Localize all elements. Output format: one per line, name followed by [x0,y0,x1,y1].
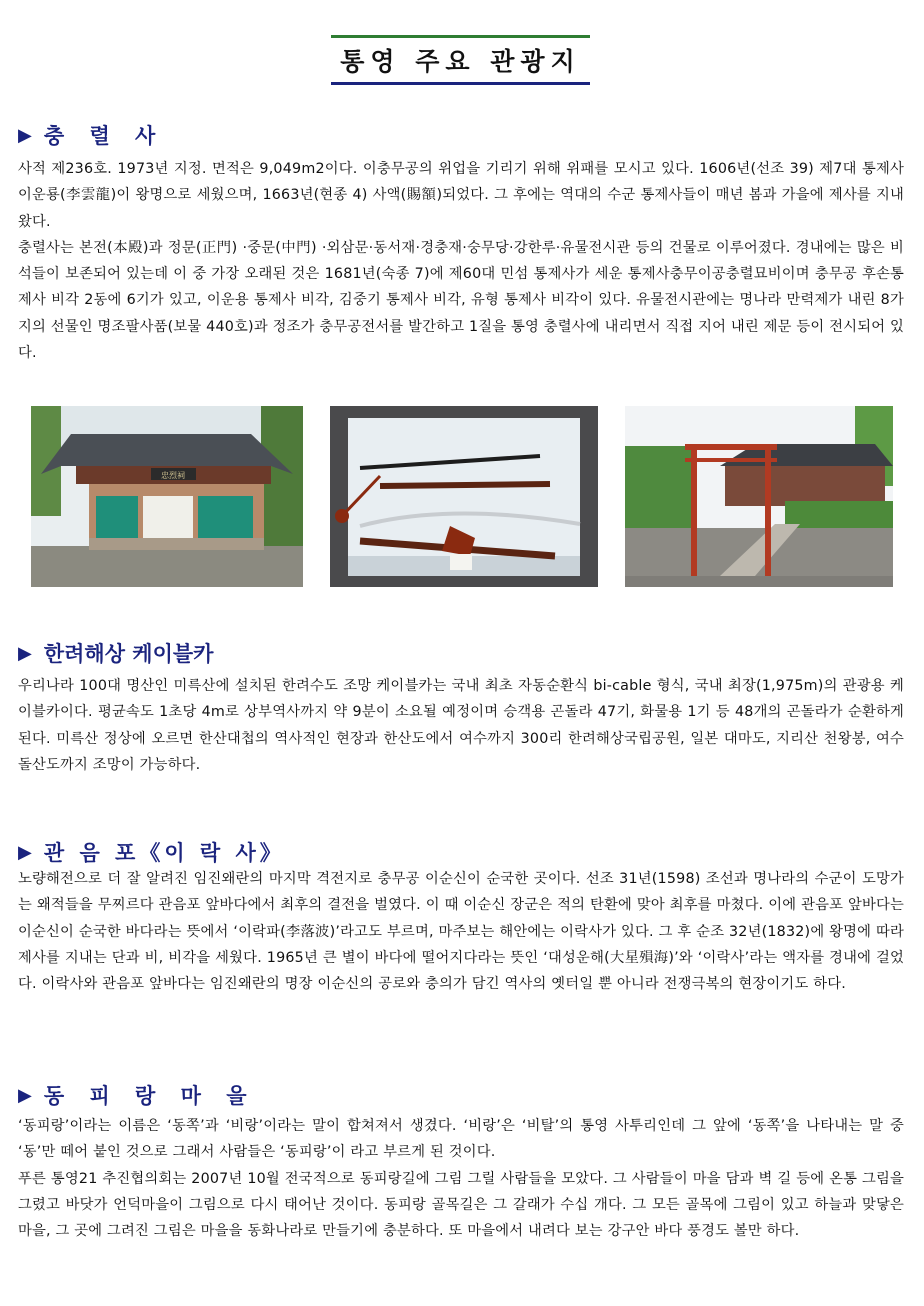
paragraph: 충렬사는 본전(本殿)과 정문(正門) ·중문(中門) ·외삼문·동서재·경충재·숭무당·강한루·유물전시관 등의 건물로 이루어졌다. 경내에는 많은 비석들이 보존되어 있는데 이 중 가장 오래된 것은 1681년(숙종 7)에 제60대 민섬 통제사가 세운 통제사충무이공충렬묘비이며 충무공 후손통제사 비각 2동에 6기가 있고, 이운용 통제사 비각, 김중기 통제사 비각, 유형 통제사 비각이 있다. 유물전시관에는 명나라 만력제가 내린 8가지의 선물인 명조팔사품(보물 440호)과 정조가 충무공전서를 발간하고 1질을 통영 충렬사에 내리면서 직접 지어 내린 제문 등이 전시되어 있다. [18,239,904,362]
triangle-bullet-icon: ▶ [18,1084,32,1106]
swords-photo [330,406,598,587]
shrine-plaque-text: 忠烈祠 [161,471,185,480]
gate-photo [625,406,893,587]
section-body-dongpirang [18,1113,904,1244]
paragraph: 우리나라 100대 명산인 미륵산에 설치된 한려수도 조망 케이블카는 국내 최초 자동순환식 bi-cable 형식, 국내 최장(1,975m)의 관광용 케이블카이다. 평균속도 1초당 4m로 상부역사까지 약 9분이 소요될 예정이며 승객용 곤돌라 47기, 화물용 1기 등 48개의 곤돌라가 순환하게 된다. 미륵산 정상에 오르면 한산대첩의 역사적인 현장과 한산도에서 여수까지 300리 한려해상국립공원, 일본 대마도, 지리산 천왕봉, 여수 돌산도까지 조망이 가능하다. [18,678,904,773]
section-body-gwaneumpo [18,866,904,997]
section-heading-dongpirang [18,1080,256,1110]
paragraph: 노량해전으로 더 잘 알려진 임진왜란의 마지막 격전지로 충무공 이순신이 순국한 곳이다. 선조 31년(1598) 조선과 명나라의 수군이 도망가는 왜적들을 무찌르다 관음포 앞바다에서 최후의 결전을 벌였다. 이 때 이순신 장군은 적의 탄환에 맞아 최후를 마쳤다. 이에 관음포 앞바다는 이순신이 순국한 바다라는 뜻에서 ‘이락파(李落波)’라고도 부르며, 마주보는 해안에는 이락사가 있다. 그 후 순조 32년(1832)에 왕명에 따라 제사를 지내는 단과 비, 비각을 세웠다. 1965년 큰 별이 바다에 떨어지다라는 뜻인 ‘대성운해(大星殞海)’와 ‘이락사’라는 액자를 경내에 걸었다. 이락사와 관음포 앞바다는 임진왜란의 명장 이순신의 공로와 충의가 담긴 역사의 옛터일 뿐 아니라 전쟁극복의 현장이기도 하다. [18,871,904,993]
section-heading-cablecar [18,638,213,668]
page-title: 통영 주요 관광지 [340,47,581,76]
paragraph: 푸른 통영21 추진협의회는 2007년 10월 전국적으로 동피랑길에 그림 그릴 사람들을 모았다. 그 사람들이 마을 담과 벽 길 등에 온통 그림을 그렸고 바닷가 언덕마을이 그림으로 다시 태어난 것이다. 동피랑 골목길은 그 갈래가 수십 개다. 그 모든 골목에 그림이 있고 하늘과 맞닿은 마을, 그 곳에 그려진 그림은 마을을 동화나라로 만들기에 충분하다. 또 마을에서 내려다 보는 강구안 바다 풍경도 볼만 하다. [18,1170,904,1240]
section-body-cablecar [18,673,904,778]
page-title-box [331,35,590,85]
heading-text: 동 피 랑 마 을 [43,1084,256,1108]
section-body-chungnyeolsa [18,156,904,366]
heading-text: 충 렬 사 [43,124,165,148]
paragraph: 사적 제236호. 1973년 지정. 면적은 9,049m2이다. 이충무공의 위업을 기리기 위해 위패를 모시고 있다. 1606년(선조 39) 제7대 통제사 이운룡(李雲龍)이 왕명으로 세웠으며, 1663년(현종 4) 사액(賜額)되었다. 그 후에는 역대의 수군 통제사들이 매년 봄과 가을에 제사를 지내왔다. [18,161,904,230]
triangle-bullet-icon: ▶ [18,124,32,146]
triangle-bullet-icon: ▶ [18,642,32,664]
heading-text: 관 음 포《이 락 사》 [43,841,285,865]
section-heading-gwaneumpo [18,837,285,867]
paragraph: ‘동피랑’이라는 이름은 ‘동쪽’과 ‘비랑’이라는 말이 합쳐져서 생겼다. ‘비랑’은 ‘비탈’의 통영 사투리인데 그 앞에 ‘동쪽’을 나타내는 말 중 ‘동’만 떼어 붙인 것으로 그래서 사람들은 ‘동피랑’이 라고 부르게 된 것이다. [18,1118,904,1161]
heading-text: 한려해상 케이블카 [43,642,214,666]
section-heading-chungnyeolsa [18,120,164,150]
triangle-bullet-icon: ▶ [18,841,32,863]
shrine-photo [31,406,303,587]
